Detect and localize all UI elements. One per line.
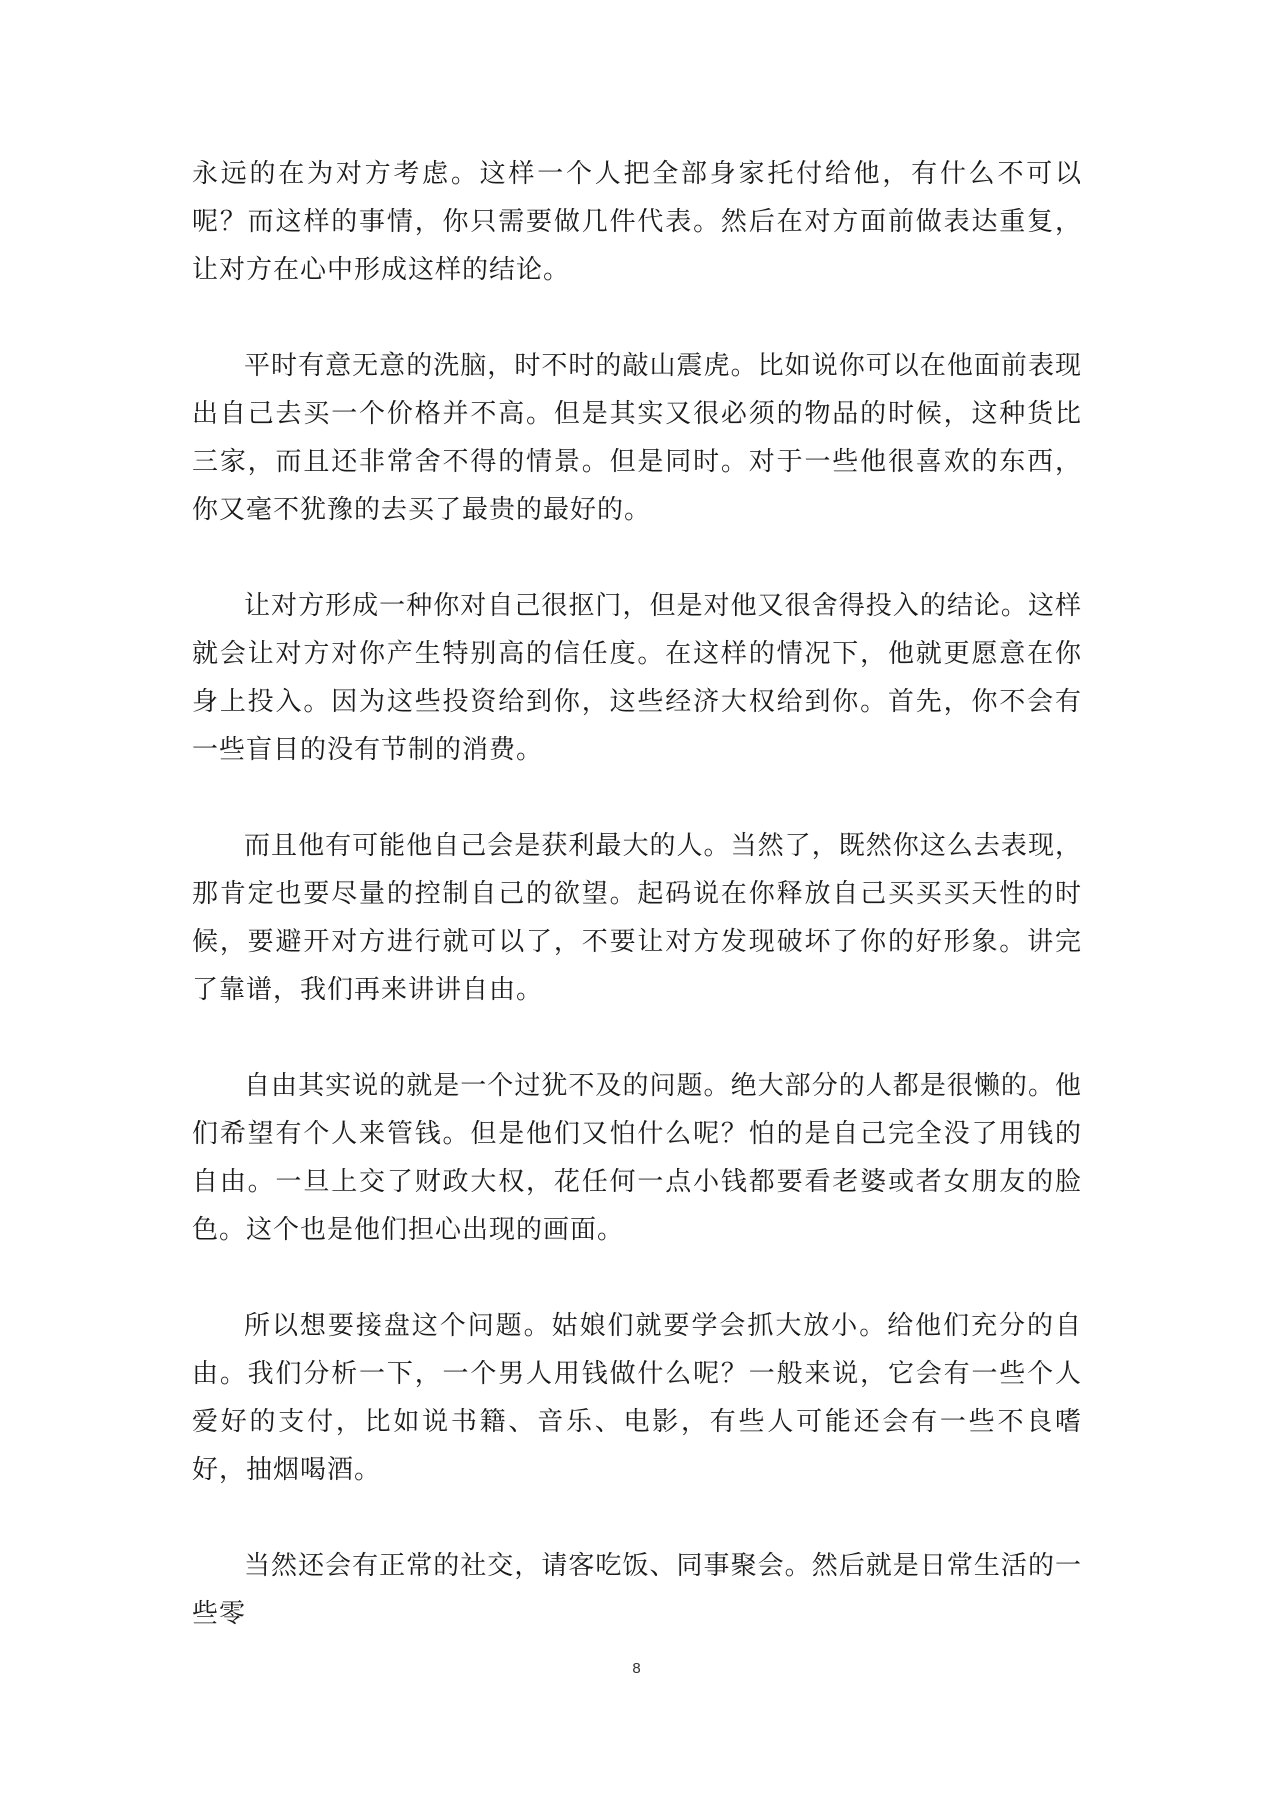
paragraph-2: 平时有意无意的洗脑，时不时的敲山震虎。比如说你可以在他面前表现出自己去买一个价格并不高。但是其实又很必须的物品的时候，这种货比三家，而且还非常舍不得的情景。但是同时。对于一些他很喜欢的东西，你又毫不犹豫的去买了最贵的最好的。 xyxy=(192,351,1082,525)
paragraph-1: 永远的在为对方考虑。这样一个人把全部身家托付给他，有什么不可以呢？而这样的事情，你只需要做几件代表。然后在对方面前做表达重复，让对方在心中形成这样的结论。 xyxy=(192,159,1082,285)
paragraph-7: 当然还会有正常的社交，请客吃饭、同事聚会。然后就是日常生活的一些零 xyxy=(192,1551,1082,1629)
paragraph-4: 而且他有可能他自己会是获利最大的人。当然了，既然你这么去表现，那肯定也要尽量的控制自己的欲望。起码说在你释放自己买买买天性的时候，要避开对方进行就可以了，不要让对方发现破坏了你的好形象。讲完了靠谱，我们再来讲讲自由。 xyxy=(192,831,1082,1005)
paragraph-6: 所以想要接盘这个问题。姑娘们就要学会抓大放小。给他们充分的自由。我们分析一下，一个男人用钱做什么呢？一般来说，它会有一些个人爱好的支付，比如说书籍、音乐、电影，有些人可能还会有一些不良嗜好，抽烟喝酒。 xyxy=(192,1311,1082,1485)
page-number: 8 xyxy=(632,1660,641,1677)
page-body xyxy=(192,150,1082,1686)
paragraph-3: 让对方形成一种你对自己很抠门，但是对他又很舍得投入的结论。这样就会让对方对你产生特别高的信任度。在这样的情况下，他就更愿意在你身上投入。因为这些投资给到你，这些经济大权给到你。首先，你不会有一些盲目的没有节制的消费。 xyxy=(192,591,1082,765)
paragraph-5: 自由其实说的就是一个过犹不及的问题。绝大部分的人都是很懒的。他们希望有个人来管钱。但是他们又怕什么呢？怕的是自己完全没了用钱的自由。一旦上交了财政大权，花任何一点小钱都要看老婆或者女朋友的脸色。这个也是他们担心出现的画面。 xyxy=(192,1071,1082,1245)
